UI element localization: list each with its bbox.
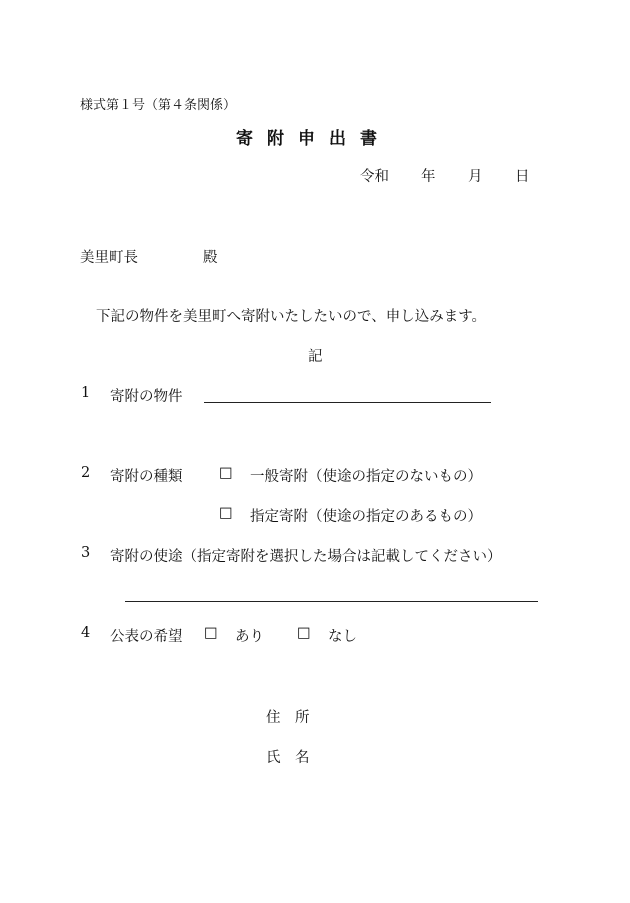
title-char: 書 xyxy=(360,129,377,149)
item1-number: 1 xyxy=(81,385,91,401)
general-donation-label: 一般寄附（使途の指定のないもの） xyxy=(250,469,482,485)
date-year: 年 xyxy=(421,169,436,185)
item2-number: 2 xyxy=(81,465,91,481)
item4-number: 4 xyxy=(81,625,91,641)
recipient-name: 美里町長 xyxy=(80,250,138,266)
item3-number: 3 xyxy=(81,545,91,561)
title-char: 寄 xyxy=(236,129,253,149)
item4-label: 公表の希望 xyxy=(110,629,183,645)
item3-input-line[interactable] xyxy=(125,601,538,602)
address-label: 住 所 xyxy=(266,710,310,726)
publish-no-label: なし xyxy=(328,629,357,645)
item1-label: 寄附の物件 xyxy=(110,389,183,405)
form-number: 様式第１号（第４条関係） xyxy=(80,98,237,113)
recipient-honorific: 殿 xyxy=(203,250,218,266)
publish-no-checkbox[interactable]: □ xyxy=(297,625,311,641)
item2-label: 寄附の種類 xyxy=(110,469,183,485)
title-char: 附 xyxy=(267,129,284,149)
item3-label: 寄附の使途（指定寄附を選択した場合は記載してください） xyxy=(110,549,502,565)
title-char: 申 xyxy=(298,129,315,149)
date-month: 月 xyxy=(468,169,483,185)
designated-donation-checkbox[interactable]: □ xyxy=(219,505,233,521)
title-char: 出 xyxy=(329,129,346,149)
publish-yes-checkbox[interactable]: □ xyxy=(204,625,218,641)
intro-text: 下記の物件を美里町へ寄附いたしたいので、申し込みます。 xyxy=(96,309,487,325)
ki-marker: 記 xyxy=(308,349,323,365)
publish-yes-label: あり xyxy=(235,629,264,645)
date-era: 令和 xyxy=(360,169,389,185)
item1-input-line[interactable] xyxy=(204,402,491,403)
name-label: 氏 名 xyxy=(266,750,310,766)
date-day: 日 xyxy=(515,169,530,185)
general-donation-checkbox[interactable]: □ xyxy=(219,465,233,481)
designated-donation-label: 指定寄附（使途の指定のあるもの） xyxy=(250,509,482,525)
document-title xyxy=(236,124,377,149)
